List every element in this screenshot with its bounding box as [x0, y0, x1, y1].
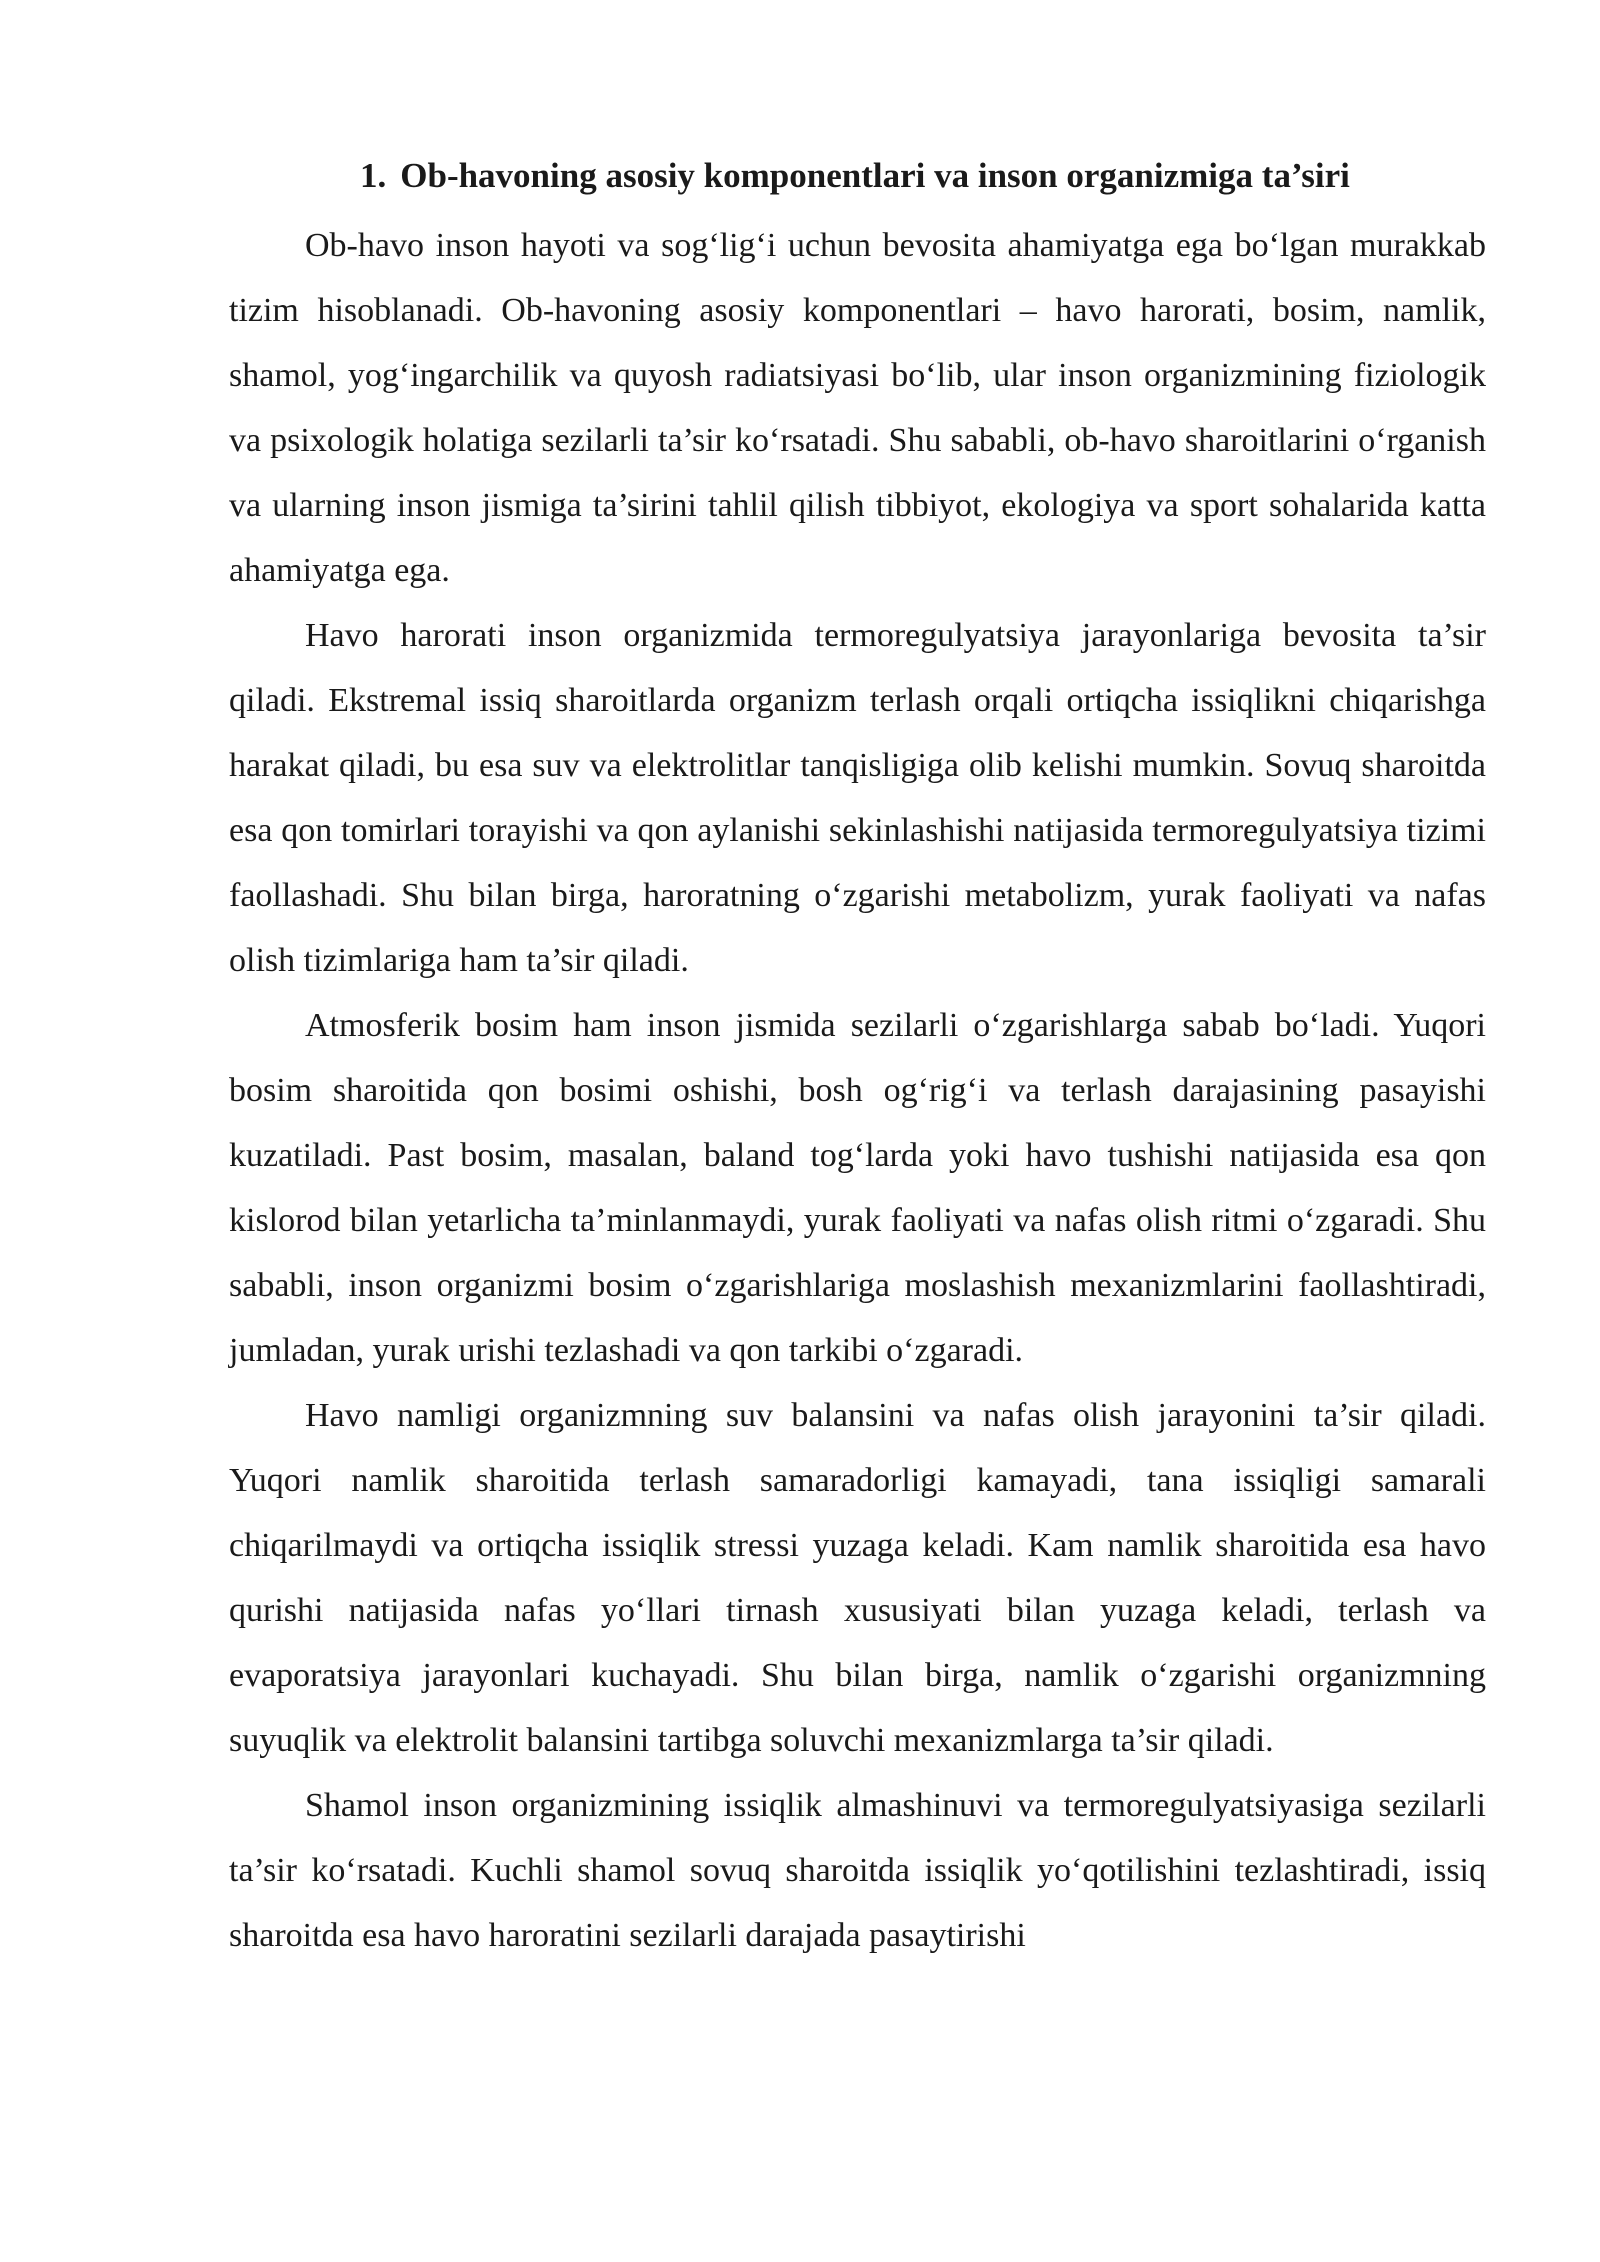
paragraph-pressure: Atmosferik bosim ham inson jismida sezilarli o‘zgarishlarga sabab bo‘ladi. Yuqori bosim sharoitida qon bosimi oshishi, bosh og‘rig‘i va terlash darajasining pasayishi kuzatiladi. Past bosim, masalan, baland tog‘larda yoki havo tushishi natijasida esa qon kislorod bilan yetarlicha ta’minlanmaydi, yurak faoliyati va nafas olish ritmi o‘zgaradi. Shu sababli, inson organizmi bosim o‘zgarishlariga moslashish mexanizmlarini faollashtiradi, jumladan, yurak urishi tezlashadi va qon tarkibi o‘zgaradi. — [229, 1007, 1486, 1369]
paragraph-temperature: Havo harorati inson organizmida termoregulyatsiya jarayonlariga bevosita ta’sir qiladi. Ekstremal issiq sharoitlarda organizm terlash orqali ortiqcha issiqlikni chiqarishga harakat qiladi, bu esa suv va elektrolitlar tanqisligiga olib kelishi mumkin. Sovuq sharoitda esa qon tomirlari torayishi va qon aylanishi sekinlashishi natijasida termoregulyatsiya tizimi faollashadi. Shu bilan birga, haroratning o‘zgarishi metabolizm, yurak faoliyati va nafas olish tizimlariga ham ta’sir qiladi. — [229, 617, 1486, 979]
section-heading — [229, 148, 1486, 213]
paragraph-humidity: Havo namligi organizmning suv balansini va nafas olish jarayonini ta’sir qiladi. Yuqori namlik sharoitida terlash samaradorligi kamayadi, tana issiqligi samarali chiqarilmaydi va ortiqcha issiqlik stressi yuzaga keladi. Kam namlik sharoitida esa havo qurishi natijasida nafas yo‘llari tirnash xususiyati bilan yuzaga keladi, terlash va evaporatsiya jarayonlari kuchayadi. Shu bilan birga, namlik o‘zgarishi organizmning suyuqlik va elektrolit balansini tartibga soluvchi mexanizmlarga ta’sir qiladi. — [229, 1397, 1486, 1759]
paragraph-intro: Ob-havo inson hayoti va sog‘lig‘i uchun bevosita ahamiyatga ega bo‘lgan murakkab tizim hisoblanadi. Ob-havoning asosiy komponentlari – havo harorati, bosim, namlik, shamol, yog‘ingarchilik va quyosh radiatsiyasi bo‘lib, ular inson organizmining fiziologik va psixologik holatiga sezilarli ta’sir ko‘rsatadi. Shu sababli, ob-havo sharoitlarini o‘rganish va ularning inson jismiga ta’sirini tahlil qilish tibbiyot, ekologiya va sport sohalarida katta ahamiyatga ega. — [229, 227, 1486, 589]
paragraph-wind: Shamol inson organizmining issiqlik almashinuvi va termoregulyatsiyasiga sezilarli ta’sir ko‘rsatadi. Kuchli shamol sovuq sharoitda issiqlik yo‘qotilishini tezlashtiradi, issiq sharoitda esa havo haroratini sezilarli darajada pasaytirishi — [229, 1787, 1486, 1954]
section-title: Ob-havoning asosiy komponentlari va inson organizmiga ta’siri — [400, 156, 1350, 195]
document-page — [229, 148, 1486, 1968]
section-number: 1. — [360, 156, 387, 195]
